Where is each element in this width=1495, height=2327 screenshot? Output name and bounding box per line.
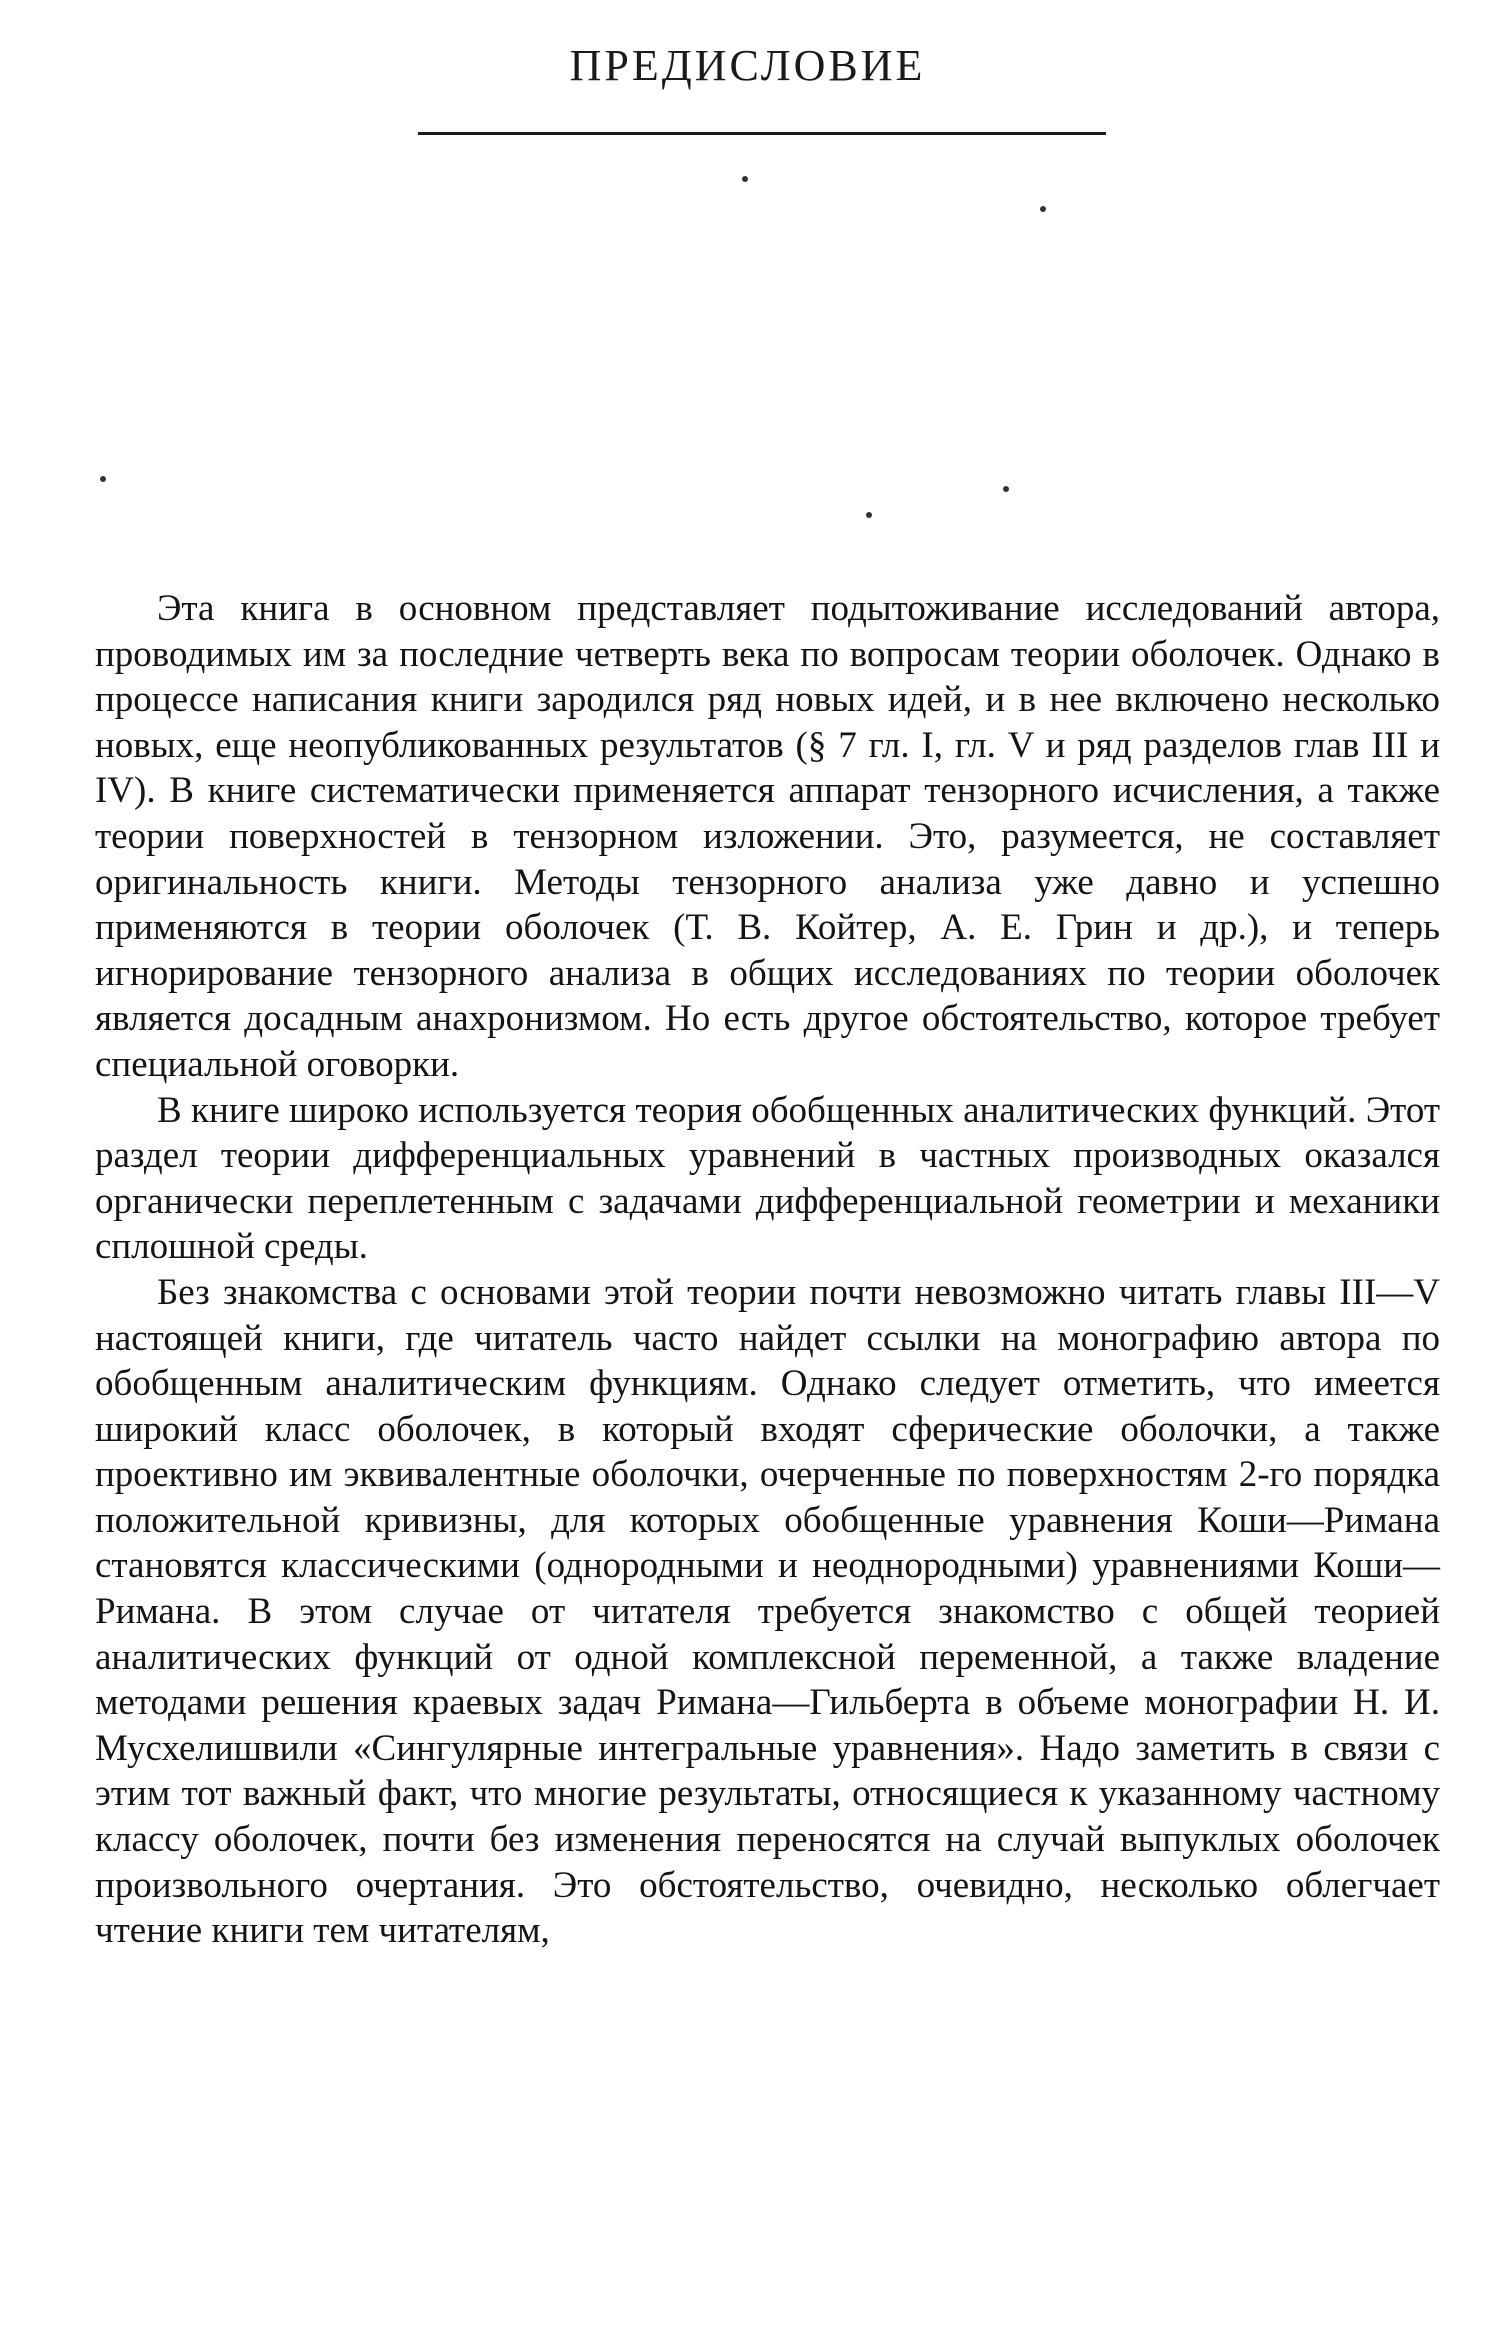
preface-body — [95, 586, 1440, 1954]
scan-speck — [100, 476, 106, 482]
scan-speck — [866, 512, 872, 518]
scan-speck — [1003, 486, 1009, 492]
scan-speck — [742, 176, 748, 182]
paragraph-2: В книге широко используется теория обобщенных аналитических функций. Этот раздел теории дифференциальных уравнений в частных производных оказался органически переплетенным с задачами дифференциальной геометрии и механики сплошной среды. — [95, 1089, 1440, 1268]
scan-speck — [1040, 206, 1046, 212]
heading-rule — [418, 132, 1106, 135]
paragraph-3: Без знакомства с основами этой теории почти невозможно читать главы III—V настоящей книги, где читатель часто найдет ссылки на монографию автора по обобщенным аналитическим функциям. Однако следует отметить, что имеется широкий класс оболочек, в который входят сферические оболочки, а также проективно им эквивалентные оболочки, очерченные по поверхностям 2-го порядка положительной кривизны, для которых обобщенные уравнения Коши—Римана становятся классическими (однородными и неоднородными) уравнениями Коши—Римана. В этом случае от читателя требуется знакомство с общей теорией аналитических функций от одной комплексной переменной, а также владение методами решения краевых задач Римана—Гильберта в объеме монографии Н. И. Мусхелишвили «Сингулярные интегральные уравнения». Надо заметить в связи с этим тот важный факт, что многие результаты, относящиеся к указанному частному классу оболочек, почти без изменения переносятся на случай выпуклых оболочек произвольного очертания. Это обстоятельство, очевидно, несколько облегчает чтение книги тем читателям, — [95, 1271, 1440, 1952]
page-heading: ПРЕДИСЛОВИЕ — [569, 41, 926, 90]
paragraph-1: Эта книга в основном представляет подытоживание исследований автора, проводимых им за последние четверть века по вопросам теории оболочек. Однако в процессе написания книги зародился ряд новых идей, и в нее включено несколько новых, еще неопубликованных результатов (§ 7 гл. I, гл. V и ряд разделов глав III и IV). В книге систематически применяется аппарат тензорного исчисления, а также теории поверхностей в тензорном изложении. Это, разумеется, не составляет оригинальность книги. Методы тензорного анализа уже давно и успешно применяются в теории оболочек (Т. В. Койтер, А. Е. Грин и др.), и теперь игнорирование тензорного анализа в общих исследованиях по теории оболочек является досадным анахронизмом. Но есть другое обстоятельство, которое требует специальной оговорки. — [95, 588, 1440, 1085]
